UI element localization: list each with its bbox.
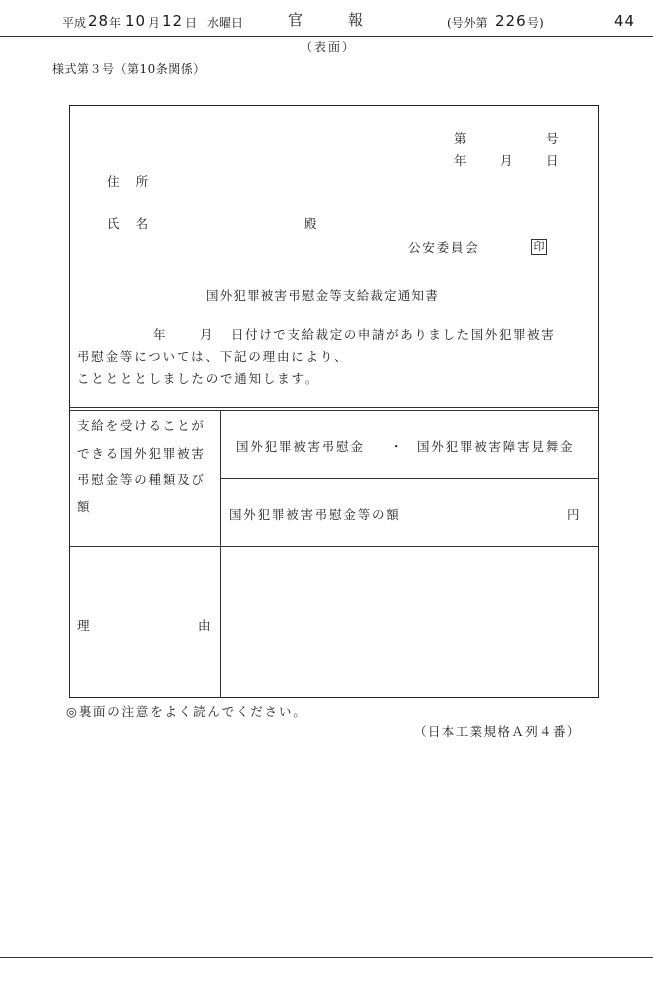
- header-month-unit: 月: [148, 16, 161, 30]
- header-issue-prefix: (号外第: [447, 16, 488, 30]
- body-month: 月: [200, 327, 215, 342]
- page-number: 44: [614, 12, 636, 30]
- reason-label-yu: 由: [198, 618, 213, 633]
- header-year-unit: 年: [109, 16, 122, 30]
- number-go: 号: [546, 131, 561, 146]
- header-rule: [0, 36, 653, 37]
- body-year: 年: [153, 327, 168, 342]
- name-label: 氏 名: [107, 216, 150, 231]
- header-weekday: 水曜日: [207, 16, 244, 30]
- notice-form: [69, 105, 599, 698]
- date-year: 年: [454, 153, 469, 168]
- kind-amount-divider: [220, 478, 599, 479]
- table-column-divider: [220, 410, 221, 698]
- amount-label: 国外犯罪被害弔慰金等の額: [229, 507, 401, 522]
- issuer: 公安委員会: [408, 240, 480, 255]
- header-month: 10: [125, 12, 147, 30]
- header-title-po: 報: [348, 11, 364, 29]
- header-issue-suffix: 号): [527, 16, 544, 30]
- table-top-rule-2: [69, 410, 599, 411]
- reason-label-ri: 理: [77, 618, 92, 633]
- footer-rule: [0, 957, 653, 958]
- table-label-line-2: できる国外犯罪被害: [77, 446, 206, 461]
- body-line-1: 日付けで支給裁定の申請がありました国外犯罪被害: [231, 327, 556, 342]
- table-top-rule-1: [69, 407, 599, 408]
- document-title: 国外犯罪被害弔慰金等支給裁定通知書: [206, 288, 439, 303]
- kind-option-1: 国外犯罪被害弔慰金: [236, 439, 365, 454]
- reason-row-divider: [69, 546, 599, 547]
- amount-unit: 円: [567, 507, 582, 522]
- body-line-3: こととととしましたので通知します。: [77, 371, 320, 386]
- header-issue-number: 226: [495, 12, 527, 30]
- table-label-line-3: 弔慰金等の種類及び: [77, 472, 206, 487]
- number-dai: 第: [454, 131, 469, 146]
- paper-standard: （日本工業規格Ａ列４番）: [414, 724, 581, 739]
- address-label: 住 所: [107, 174, 150, 189]
- header-year: 28: [88, 12, 110, 30]
- kind-option-2: 国外犯罪被害障害見舞金: [417, 439, 575, 454]
- date-month: 月: [500, 153, 515, 168]
- side-label: （表面）: [300, 40, 357, 54]
- seal-stamp: 印: [531, 239, 547, 255]
- form-label: 様式第３号（第10条関係）: [52, 62, 206, 76]
- date-day: 日: [546, 153, 561, 168]
- kind-separator: ・: [390, 439, 405, 454]
- back-side-note: ◎裏面の注意をよく読んでください。: [66, 704, 308, 719]
- honorific: 殿: [304, 216, 319, 231]
- header-day-unit: 日: [185, 16, 198, 30]
- header-era: 平成: [62, 16, 87, 30]
- table-label-line-1: 支給を受けることが: [77, 418, 206, 433]
- table-label-line-4: 額: [77, 499, 92, 514]
- header-day: 12: [162, 12, 184, 30]
- header-title-kan: 官: [288, 11, 304, 29]
- body-line-2: 弔慰金等については、下記の理由により、: [77, 349, 349, 364]
